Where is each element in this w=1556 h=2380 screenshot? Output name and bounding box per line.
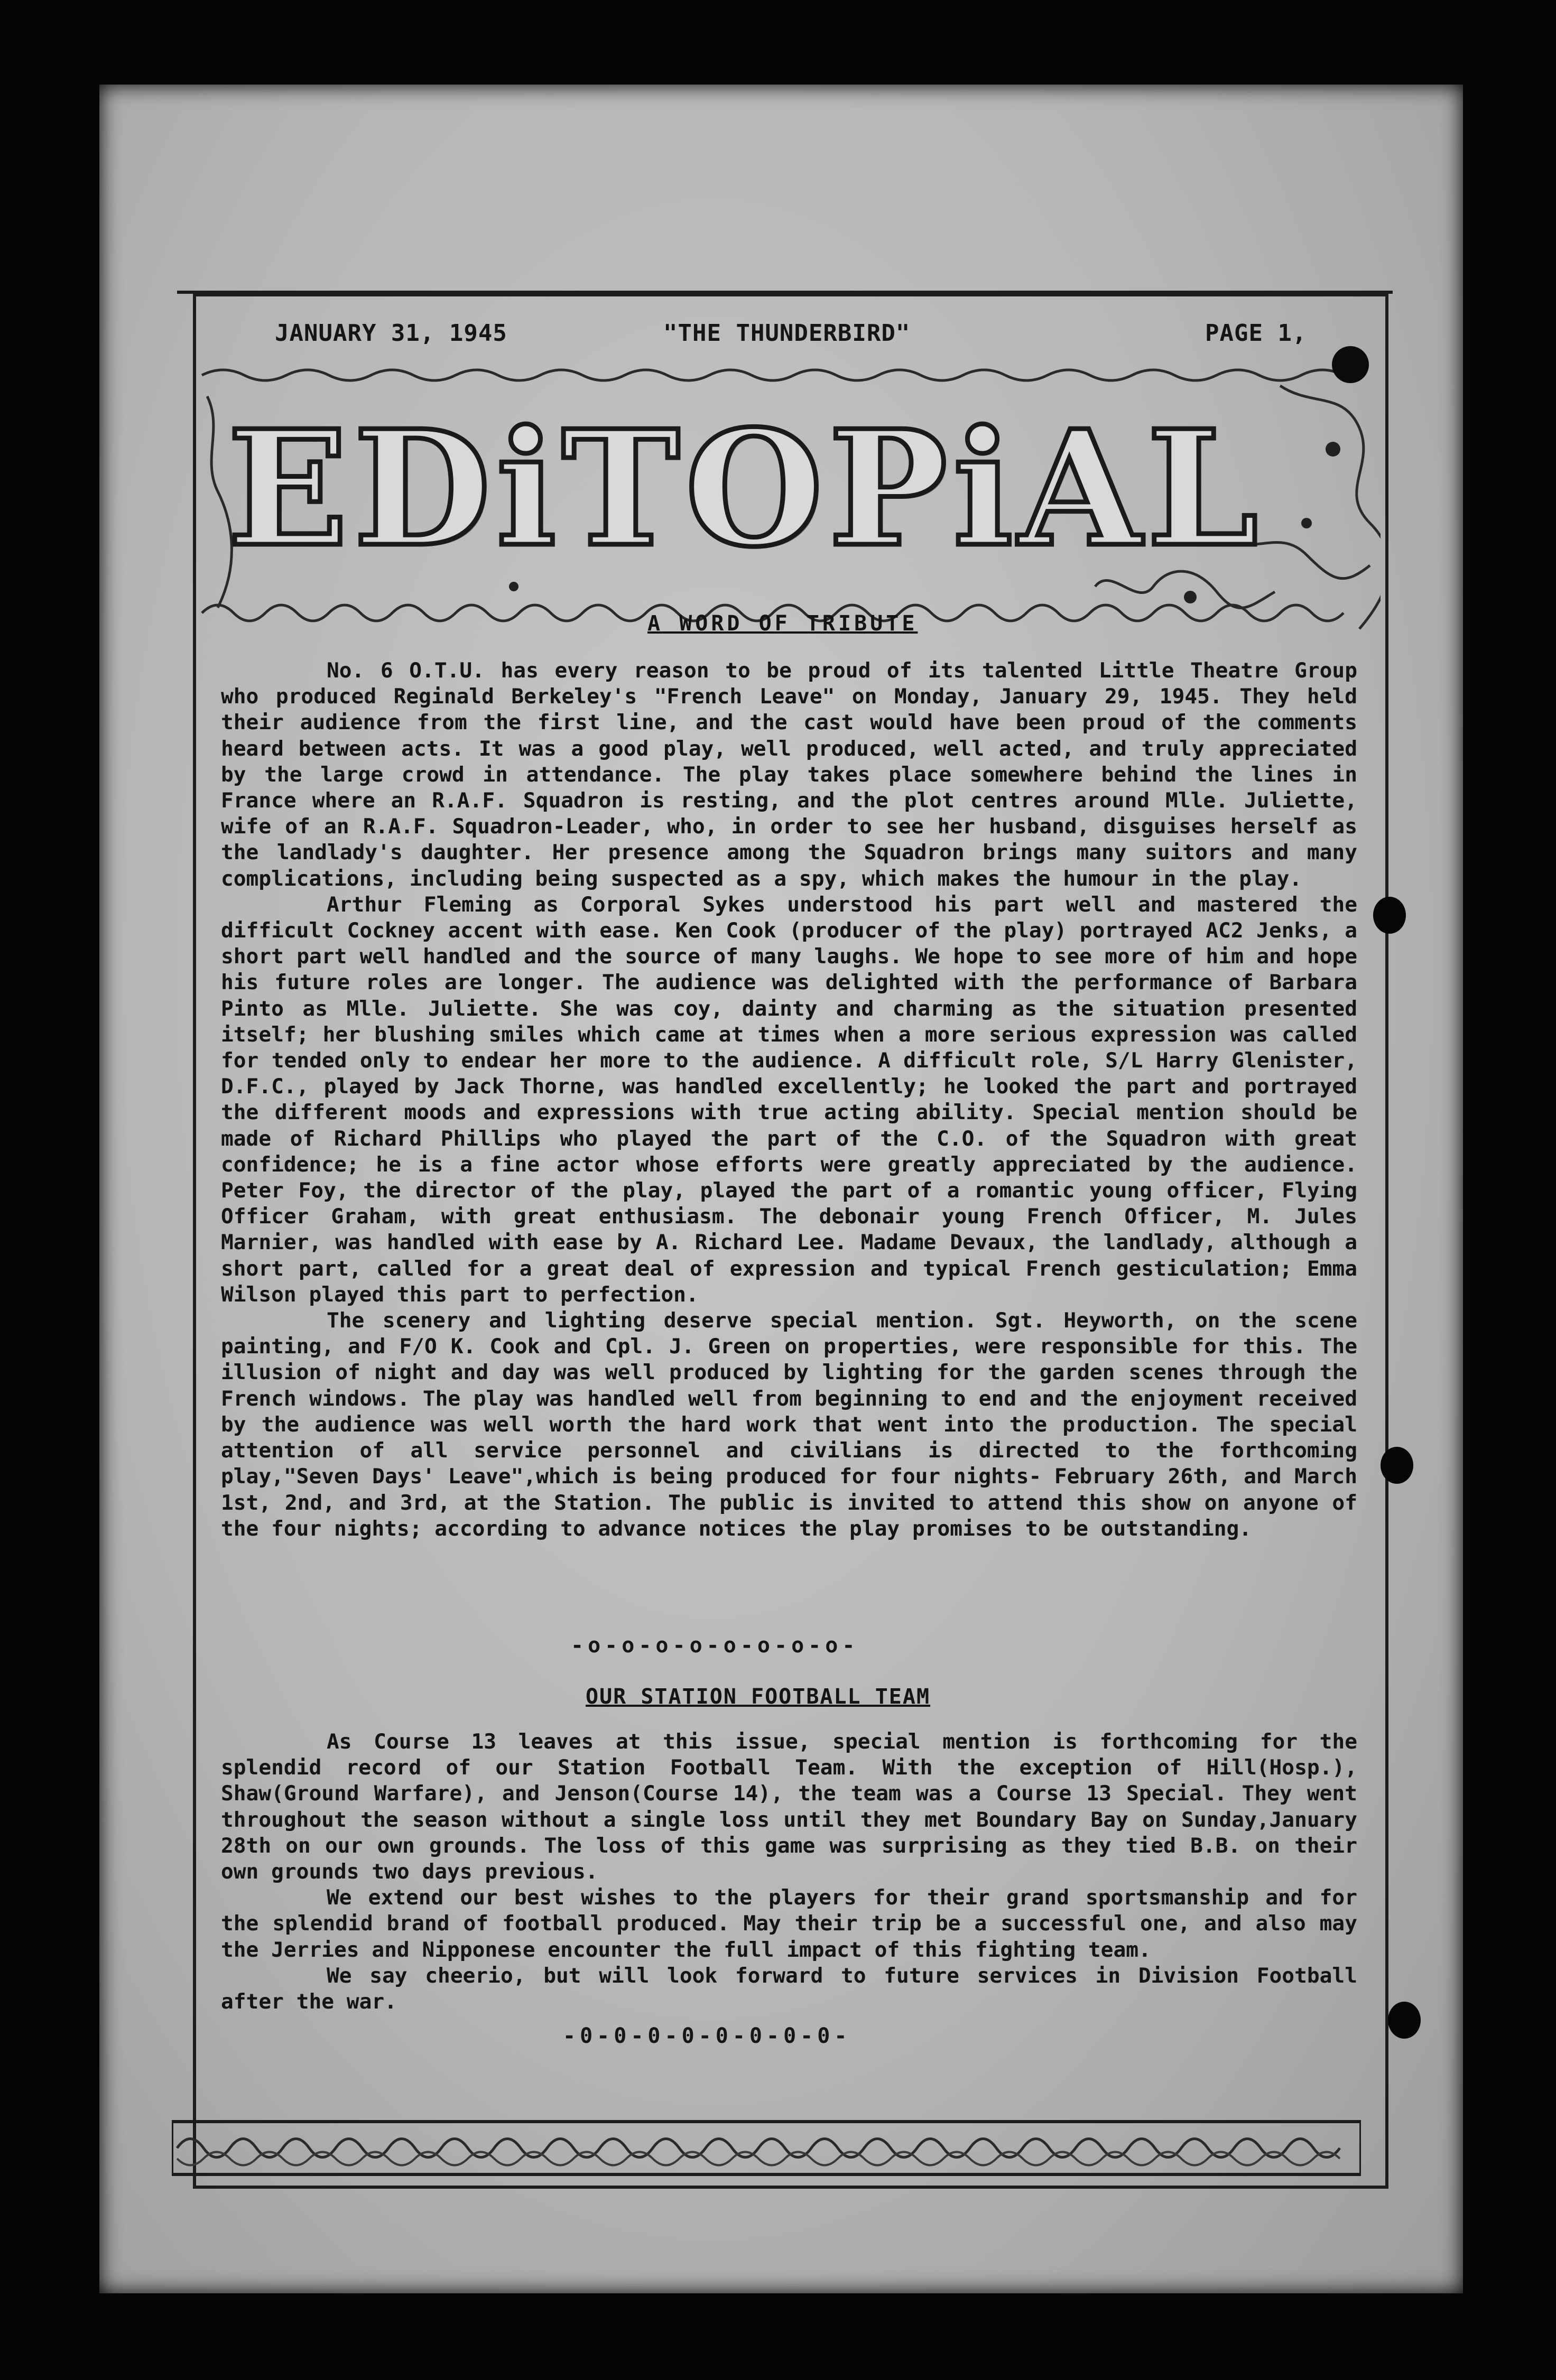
issue-date: JANUARY 31, 1945: [275, 320, 507, 347]
page-number: PAGE 1,: [1205, 320, 1307, 347]
punch-hole: [1381, 1447, 1413, 1484]
football-paragraph: We extend our best wishes to the players for their grand sportsmanship and for the splendid brand of football produced. May their trip be a successful one, and also may the Jerries and Nipponese encounter the full impact of this fighting team.: [221, 1885, 1357, 1962]
punch-hole: [1373, 897, 1406, 934]
publication-title: "THE THUNDERBIRD": [663, 320, 911, 347]
bottom-decorative-border: [172, 2119, 1361, 2177]
tribute-paragraph: No. 6 O.T.U. has every reason to be proud of its talented Little Theatre Group who produced Reginald Berkeley's "French Leave" on Monday, January 29, 1945. They held their audience from the first line, and the cast would have been proud of the comments heard between acts. It was a good play, well produced, well acted, and truly appreciated by the large crowd in attendance. The play takes place somewhere behind the lines in France where an R.A.F. Squadron is resting, and the plot centres around Mlle. Juliette, wife of an R.A.F. Squadron-Leader, who, in order to see her husband, disguises herself as the landlady's daughter. Her presence among the Squadron brings many suitors and many complications, including being suspected as a spy, which makes the humour in the play.: [221, 658, 1357, 891]
punch-hole: [1388, 2002, 1421, 2039]
tribute-article: [221, 658, 1357, 1542]
football-paragraph: As Course 13 leaves at this issue, special mention is forthcoming for the splendid record of our Station Football Team. With the exception of Hill(Hosp.), Shaw(Ground Warfare), and Jenson(Course 14), the team was a Course 13 Special. They went throughout the season without a single loss until they met Boundary Bay on Sunday,January 28th on our own grounds. The loss of this game was surprising as they tied B.B. on their own grounds two days previous.: [221, 1730, 1357, 1884]
ink-blot: [1332, 346, 1369, 383]
closing-divider: -0-0-0-0-0-0-0-0-: [563, 2024, 851, 2048]
section-divider: -o-o-o-o-o-o-o-o-: [571, 1633, 859, 1658]
editorial-banner-title: EDiTOPiAL: [227, 395, 1264, 582]
tribute-paragraph: The scenery and lighting deserve special mention. Sgt. Heyworth, on the scene painting, and F/O K. Cook and Cpl. J. Green on properties, were responsible for this. The illusion of night and day was well produced by lighting for the garden scenes through the French windows. The play was handled well from beginning to end and the enjoyment received by the audience was well worth the hard work that went into the production. The special attention of all service personnel and civilians is directed to the forthcoming play,"Seven Days' Leave",which is being produced for four nights- February 26th, and March 1st, 2nd, and 3rd, at the Station. The public is invited to attend this show on anyone of the four nights; according to advance notices the play promises to be outstanding.: [221, 1308, 1357, 1541]
football-article: [221, 1729, 1357, 2015]
tribute-paragraph: Arthur Fleming as Corporal Sykes understood his part well and mastered the difficult Cockney accent with ease. Ken Cook (producer of the play) portrayed AC2 Jenks, a short part well handled and the source of many laughs. We hope to see more of him and hope his future roles are longer. The audience was delighted with the performance of Barbara Pinto as Mlle. Juliette. She was coy, dainty and charming as the situation presented itself; her blushing smiles which came at times when a more serious expression was called for tended only to endear her more to the audience. A difficult role, S/L Harry Glenister, D.F.C., played by Jack Thorne, was handled excellently; he looked the part and portrayed the different moods and expressions with true acting ability. Special mention should be made of Richard Phillips who played the part of the C.O. of the Squadron with great confidence; he is a fine actor whose efforts were greatly appreciated by the audience. Peter Foy, the director of the play, played the part of a romantic young officer, Flying Officer Graham, with great enthusiasm. The debonair young French Officer, M. Jules Marnier, was handled with ease by A. Richard Lee. Madame Devaux, the landlady, although a short part, called for a great deal of expression and typical French gesticulation; Emma Wilson played this part to perfection.: [221, 892, 1357, 1307]
football-paragraph: We say cheerio, but will look forward to future services in Division Football after the war.: [221, 1963, 1357, 2014]
football-heading: OUR STATION FOOTBALL TEAM: [586, 1685, 931, 1709]
tribute-heading: A WORD OF TRIBUTE: [647, 611, 918, 636]
